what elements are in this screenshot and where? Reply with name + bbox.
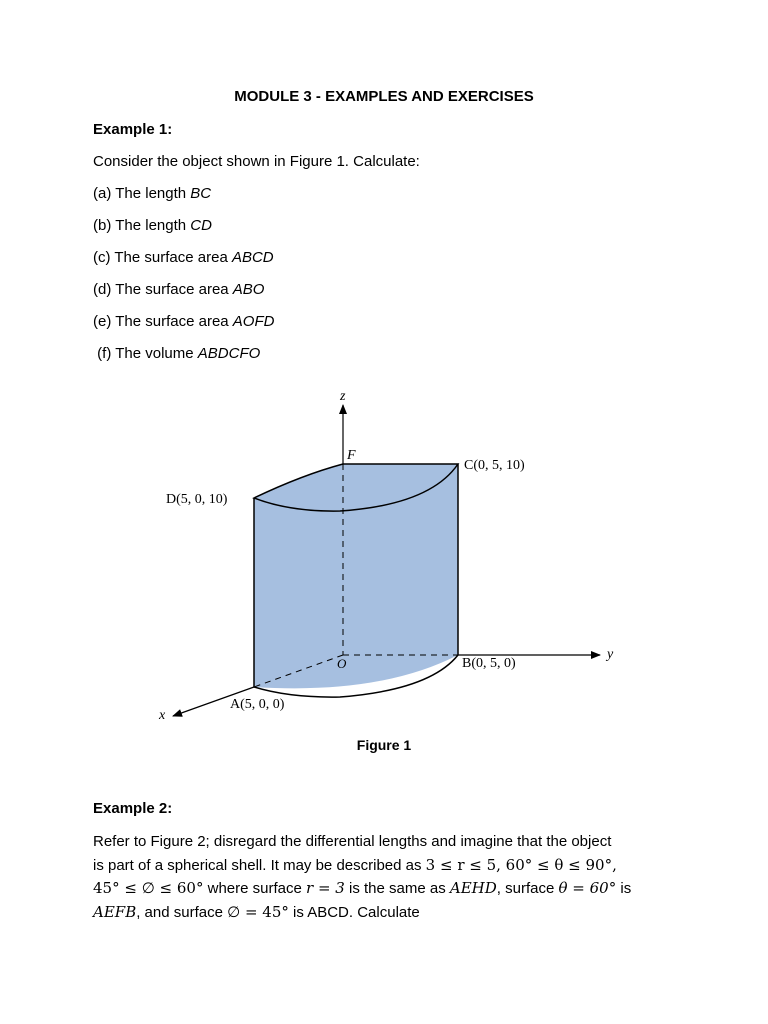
item-var: BC (190, 185, 212, 202)
math-expression: AEHD (449, 879, 497, 897)
item-text: (c) The surface area (93, 249, 232, 266)
page-title: MODULE 3 - EXAMPLES AND EXERCISES (234, 88, 534, 105)
label-f: F (347, 448, 356, 463)
para-line-2 (93, 854, 683, 878)
math-expression: r = 3 (306, 879, 345, 897)
para-line-3 (93, 877, 683, 901)
label-z: z (340, 389, 346, 404)
item-text: (f) The volume (93, 345, 198, 362)
figure-caption: Figure 1 (356, 737, 412, 753)
item-text: (d) The surface area (93, 281, 233, 298)
item-var: ABDCFO (197, 345, 261, 362)
example1-heading: Example 1: (93, 121, 173, 138)
label-o: O (337, 656, 347, 671)
math-expression: ∅ = 45° (227, 902, 289, 921)
item-var: AOFD (232, 313, 275, 330)
item-text: (e) The surface area (93, 313, 233, 330)
math-expression: 3 ≤ r ≤ 5, 60° ≤ θ ≤ 90°, (425, 855, 617, 874)
para-line-4 (93, 901, 683, 925)
para-text: is ABCD. Calculate (288, 903, 420, 921)
para-text: , and surface (136, 903, 228, 921)
item-text: (a) The length (93, 185, 191, 202)
example1-intro: Consider the object shown in Figure 1. Calculate: (93, 153, 420, 170)
item-var: ABO (232, 281, 265, 298)
para-text: is the same as (344, 880, 450, 897)
label-a: A(5, 0, 0) (230, 697, 285, 712)
math-expression: 45° ≤ ∅ ≤ 60° (93, 879, 204, 897)
label-b: B(0, 5, 0) (462, 656, 516, 671)
para-line-1: Refer to Figure 2; disregard the differential lengths and imagine that the object (93, 833, 612, 850)
para-text: , surface (496, 880, 559, 897)
para-text: is (616, 880, 632, 897)
math-expression: AEFB (93, 902, 137, 921)
label-c: C(0, 5, 10) (464, 458, 525, 473)
item-text: (b) The length (93, 217, 191, 234)
para-text: is part of a spherical shell. It may be described as (93, 856, 426, 874)
item-var: CD (190, 217, 212, 234)
example2-paragraph (93, 831, 683, 924)
item-var: ABCD (231, 249, 274, 266)
math-expression: θ = 60° (558, 879, 617, 897)
label-y: y (607, 647, 614, 662)
label-x: x (159, 708, 166, 723)
label-d: D(5, 0, 10) (166, 492, 228, 507)
example2-heading: Example 2: (93, 800, 173, 817)
para-text: where surface (203, 880, 306, 897)
